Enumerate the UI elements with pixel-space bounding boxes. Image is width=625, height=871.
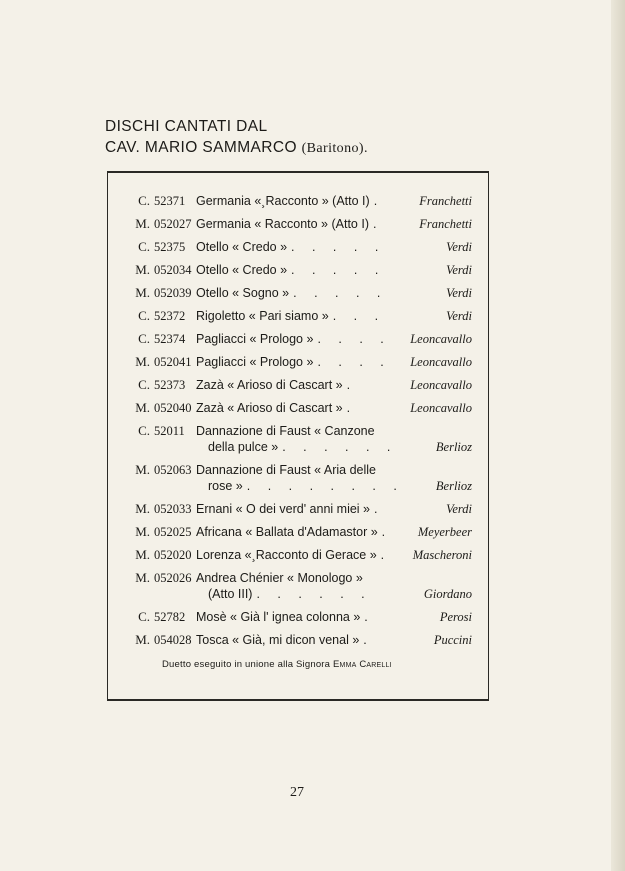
composer-name: Puccini <box>433 633 472 647</box>
page-number: 27 <box>290 785 304 800</box>
catalog-prefix: M. <box>135 400 150 415</box>
catalog-prefix: M. <box>135 632 150 647</box>
catalog-number <box>110 609 196 625</box>
catalog-digits: 052063 <box>154 463 192 477</box>
composer-name: Leoncavallo <box>410 332 472 346</box>
record-row <box>110 239 472 255</box>
catalog-number <box>110 462 196 494</box>
catalog-number <box>110 524 196 540</box>
leader-dots: . <box>373 217 384 231</box>
catalog-prefix: C. <box>138 239 150 254</box>
composer-name: Berlioz <box>435 440 472 454</box>
catalog-digits: 52372 <box>154 309 186 323</box>
record-title: Zazà « Arioso di Cascart » <box>196 378 343 392</box>
catalog-digits: 052034 <box>154 263 192 277</box>
leader-dots: . <box>346 378 358 392</box>
singer-name: CAV. MARIO SAMMARCO <box>105 139 297 156</box>
record-description <box>196 632 472 648</box>
catalog-digits: 054028 <box>154 633 192 647</box>
record-description <box>196 462 472 494</box>
catalog-digits: 052040 <box>154 401 192 415</box>
record-line <box>196 439 472 455</box>
composer-name: Verdi <box>446 263 472 277</box>
leader-dots: . . . . <box>317 332 391 346</box>
record-description <box>196 400 472 416</box>
record-title: Africana « Ballata d'Adamastor » <box>196 525 378 539</box>
voice-type: (Baritono). <box>301 141 368 156</box>
leader-dots: . <box>373 194 385 208</box>
catalog-prefix: M. <box>135 547 150 562</box>
catalog-prefix: C. <box>138 331 150 346</box>
catalog-number <box>110 331 196 347</box>
record-row <box>110 462 472 494</box>
catalog-digits: 52011 <box>154 424 185 438</box>
catalog-number <box>110 377 196 393</box>
record-title: della pulce » <box>208 440 279 454</box>
record-description <box>196 570 472 602</box>
record-description <box>196 524 472 540</box>
catalog-prefix: M. <box>135 285 150 300</box>
page-edge <box>611 0 625 871</box>
leader-dots: . <box>363 633 374 647</box>
catalog-number <box>110 354 196 370</box>
catalog-digits: 052020 <box>154 548 192 562</box>
record-line <box>196 262 472 278</box>
catalog-digits: 52782 <box>154 610 186 624</box>
catalog-number <box>110 570 196 602</box>
composer-name: Mascheroni <box>412 548 472 562</box>
record-title: Otello « Sogno » <box>196 286 290 300</box>
record-title: Otello « Credo » <box>196 240 288 254</box>
composer-name: Verdi <box>446 502 472 516</box>
catalog-prefix: M. <box>135 354 150 369</box>
catalog-digits: 052033 <box>154 502 192 516</box>
catalog-prefix: M. <box>135 262 150 277</box>
duet-partner: Emma Carelli <box>333 659 392 670</box>
title-line-2 <box>105 137 368 159</box>
catalog-number <box>110 547 196 563</box>
record-row <box>110 400 472 416</box>
records-list <box>110 193 472 648</box>
catalog-digits: 52374 <box>154 332 186 346</box>
page-title <box>105 116 368 159</box>
catalog-prefix: M. <box>135 501 150 516</box>
leader-dots: . <box>381 525 393 539</box>
composer-name: Meyerbeer <box>417 525 472 539</box>
catalog-digits: 052041 <box>154 355 192 369</box>
leader-dots: . . . . <box>317 355 391 369</box>
catalog-prefix: C. <box>138 377 150 392</box>
record-line <box>196 547 472 563</box>
composer-name: Berlioz <box>435 479 472 493</box>
catalog-prefix: C. <box>138 609 150 624</box>
record-description <box>196 377 472 393</box>
catalog-digits: 52373 <box>154 378 186 392</box>
record-description <box>196 331 472 347</box>
record-description <box>196 423 472 455</box>
composer-name: Franchetti <box>419 194 472 208</box>
record-row <box>110 524 472 540</box>
record-row <box>110 193 472 209</box>
record-description <box>196 262 472 278</box>
record-row <box>110 216 472 232</box>
catalog-digits: 52371 <box>154 194 186 208</box>
catalog-prefix: M. <box>135 216 150 231</box>
composer-name: Leoncavallo <box>410 355 472 369</box>
catalog-number <box>110 239 196 255</box>
catalog-number <box>110 400 196 416</box>
catalog-number <box>110 262 196 278</box>
leader-dots: . . . <box>332 309 386 323</box>
record-line <box>196 400 472 416</box>
catalog-number <box>110 308 196 324</box>
catalog-number <box>110 216 196 232</box>
record-row <box>110 377 472 393</box>
catalog-number <box>110 193 196 209</box>
record-line <box>196 478 472 494</box>
record-row <box>110 423 472 455</box>
record-line <box>196 501 472 517</box>
record-line <box>196 331 472 347</box>
catalog-number <box>110 632 196 648</box>
record-line <box>196 239 472 255</box>
record-row <box>110 609 472 625</box>
record-line <box>196 586 472 602</box>
record-title: (Atto III) <box>208 587 253 601</box>
leader-dots: . <box>374 502 385 516</box>
record-row <box>110 570 472 602</box>
record-line <box>196 632 472 648</box>
composer-name: Verdi <box>446 240 472 254</box>
record-description <box>196 285 472 301</box>
record-title: Otello « Credo » <box>196 263 288 277</box>
record-title: Mosè « Già l' ignea colonna » <box>196 610 361 624</box>
composer-name: Franchetti <box>419 217 472 231</box>
record-line <box>196 354 472 370</box>
record-line <box>196 524 472 540</box>
leader-dots: . . . . . . <box>256 587 372 601</box>
leader-dots: . <box>380 548 392 562</box>
composer-name: Verdi <box>446 286 472 300</box>
record-line <box>196 377 472 393</box>
leader-dots: . . . . . . . . <box>246 479 404 493</box>
leader-dots: . . . . . <box>291 240 386 254</box>
record-title: Pagliacci « Prologo » <box>196 355 314 369</box>
catalog-prefix: C. <box>138 423 150 438</box>
catalog-digits: 052025 <box>154 525 192 539</box>
composer-name: Giordano <box>423 587 472 601</box>
catalog-prefix: M. <box>135 462 150 477</box>
leader-dots: . . . . . <box>291 263 386 277</box>
record-row <box>110 285 472 301</box>
leader-dots: . . . . . <box>293 286 388 300</box>
record-line <box>196 216 472 232</box>
duet-note <box>162 659 392 670</box>
record-title: Rigoletto « Pari siamo » <box>196 309 329 323</box>
record-description <box>196 354 472 370</box>
catalog-prefix: M. <box>135 570 150 585</box>
leader-dots: . <box>346 401 358 415</box>
record-row <box>110 308 472 324</box>
composer-name: Leoncavallo <box>410 401 472 415</box>
record-description <box>196 239 472 255</box>
record-row <box>110 331 472 347</box>
record-title: Germania « Racconto » (Atto I) <box>196 217 369 231</box>
leader-dots: . . . . . . <box>282 440 398 454</box>
catalog-number <box>110 285 196 301</box>
catalog-prefix: C. <box>138 193 150 208</box>
record-title: Lorenza «¸Racconto di Gerace » <box>196 548 377 562</box>
catalog-number <box>110 423 196 455</box>
record-row <box>110 501 472 517</box>
catalog-digits: 52375 <box>154 240 186 254</box>
record-row <box>110 262 472 278</box>
record-title: Dannazione di Faust « Canzone <box>196 424 375 438</box>
catalog-prefix: M. <box>135 524 150 539</box>
record-title: Ernani « O dei verd' anni miei » <box>196 502 371 516</box>
record-line <box>196 609 472 625</box>
record-title: Tosca « Già, mi dicon venal » <box>196 633 360 647</box>
composer-name: Perosi <box>439 610 472 624</box>
record-row <box>110 547 472 563</box>
leader-dots: . <box>364 610 375 624</box>
record-description <box>196 193 472 209</box>
record-line <box>196 193 472 209</box>
record-description <box>196 308 472 324</box>
record-row <box>110 354 472 370</box>
record-line <box>196 308 472 324</box>
record-description <box>196 216 472 232</box>
record-description <box>196 609 472 625</box>
record-title: Pagliacci « Prologo » <box>196 332 314 346</box>
catalog-digits: 052039 <box>154 286 192 300</box>
catalog-number <box>110 501 196 517</box>
catalog-prefix: C. <box>138 308 150 323</box>
record-description <box>196 547 472 563</box>
record-title: Andrea Chénier « Monologo » <box>196 571 363 585</box>
duet-note-text: Duetto eseguito in unione alla Signora <box>162 659 331 670</box>
title-line-1: DISCHI CANTATI DAL <box>105 118 268 135</box>
composer-name: Leoncavallo <box>410 378 472 392</box>
record-title: Zazà « Arioso di Cascart » <box>196 401 343 415</box>
record-title: Germania «¸Racconto » (Atto I) <box>196 194 370 208</box>
composer-name: Verdi <box>446 309 472 323</box>
catalog-digits: 052026 <box>154 571 192 585</box>
record-title: Dannazione di Faust « Aria delle <box>196 463 376 477</box>
record-line <box>196 285 472 301</box>
record-title: rose » <box>208 479 243 493</box>
record-row <box>110 632 472 648</box>
record-description <box>196 501 472 517</box>
catalog-digits: 052027 <box>154 217 192 231</box>
